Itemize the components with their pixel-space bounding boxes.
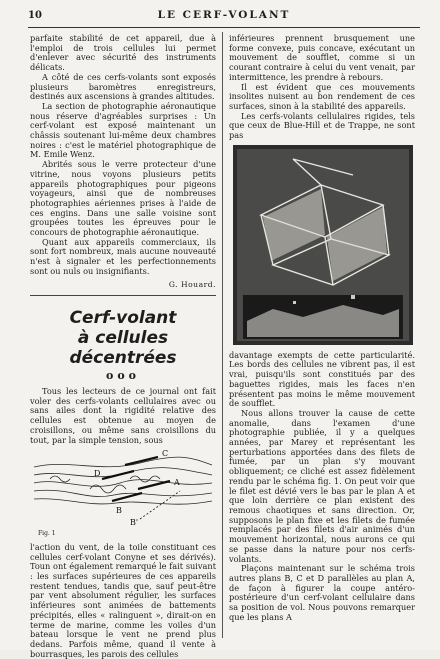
paragraph: Les cerfs-volants cellulaires rigides, tels que ceux de Blue-Hill et de Trappe, ne sont pas <box>229 110 415 141</box>
airflow-line <box>34 480 212 487</box>
paragraph: parfaite stabilité de cet appareil, due à l'emploi de trois cellules lui permet d'enlever avec sécurité des instruments délicats. <box>30 33 216 73</box>
airflow-line <box>34 499 212 504</box>
paragraph: Quant aux appareils commerciaux, ils sont fort nombreux, mais aucune nouveauté n'est à signaler et les perfectionnements sont ou nuls ou insignifiants. <box>30 236 216 276</box>
kite-photograph <box>233 145 413 345</box>
paragraph: Il est évident que ces mouvements insolites nuisent au bon rendement de ces surfaces, sinon à la stabilité des appareils. <box>229 81 415 111</box>
paragraph: inférieures prennent brusquement une forme convexe, puis concave, exécutant un mouvement de soufflet, comme si un courant contraire à celui du vent venait, par intermittence, les prendre à rebours. <box>229 33 415 82</box>
paragraph: l'action du vent, de la toile constituant ces cellules cerf-volant Conyne et ses dérivés). Toun ont également remarqué le fait suivant : les surfaces supérieures de ces appareils restent tendues, tandis que, sauf peut-être par vent absolument régulier, les surfaces inférieures sont animées de battements précipités, elles « ralinguent », dirait-on en terme de marine, comme les voiles d'un bateau lorsque le vent ne prend plus dedans. Parfois même, quand il vente à bourrasques, les parois des cellules <box>30 541 216 659</box>
paragraph: Tous les lecteurs de ce journal ont fait voler des cerfs-volants cellulaires avec ou sans ailes dont la rigidité relative des cellules est obtenue au moyen de croisillons, ou même sans croisillons du tout, par la simple tension, sous <box>30 385 216 445</box>
column-divider <box>222 32 223 638</box>
title-ornament: ooo <box>105 369 140 383</box>
right-column <box>229 34 415 622</box>
plane-d <box>102 471 134 479</box>
photo-speck <box>351 295 355 299</box>
label-d: D <box>94 469 101 479</box>
paragraph: davantage exempts de cette particularité. Les bords des cellules ne vibrent pas, il est vrai, puisqu'ils sont constitués par des baguettes rigides, mais les faces n'en présentent pas moins le même mouvement de soufflet. <box>229 349 415 409</box>
paragraph: Abrités sous le verre protecteur d'une vitrine, nous voyons plusieurs petits appareils photographiques pour pigeons voyageurs, ainsi que de nombreuses photographies aériennes prises à l'aide de ces engins. Dans une salle voisine sont groupées toutes les épreuves pour le concours de photographie aéronautique. <box>30 159 216 238</box>
plane-a <box>138 481 170 489</box>
header-rule <box>28 27 420 28</box>
journal-title: LE CERF-VOLANT <box>157 9 291 21</box>
turbulence-eddy <box>50 476 70 482</box>
paragraph: La section de photographie aéronautique nous réserve d'agréables surprises : Un cerf-volant est exposé maintenant un châssis soutenant lui-même deux chambres noires : c'est le matériel photographique de M. Emile Wenz. <box>30 100 216 160</box>
left-column <box>30 34 216 659</box>
label-c: C <box>162 449 169 459</box>
page-number: 10 <box>28 10 42 21</box>
author-signature: G. Houard. <box>168 279 216 289</box>
figure-caption: Fig. 1 <box>38 530 56 538</box>
airflow-line <box>34 490 212 496</box>
article-title-line1: Cerf-volant <box>69 308 177 329</box>
plane-c <box>125 457 158 465</box>
label-b-prime: B' <box>130 518 139 528</box>
smoke-stream-figure <box>30 449 216 529</box>
page-header <box>28 9 420 25</box>
label-b: B <box>116 506 122 516</box>
section-separator <box>30 295 216 296</box>
photo-speck <box>293 301 296 304</box>
paragraph: Nous allons trouver la cause de cette anomalie, dans l'examen d'une photographie publiée, il y a quelques années, par Marey et représentant les perturbations apportées dans des filets de fumée, par un plan s'y mouvant obliquement; ce cliché est assez fidèlement rendu par le schéma fig. 1. On peut voir que le filet est dévié vers le bas par le plan A et que loin derrière ce plan existent des remous chaotiques et sans direction. Or, supposons le plan fixe et les filets de fumée remplacés par des filets d'air animés d'un mouvement horizontal, nous aurons ce qui se passe dans la nature pour nos cerfs-volants. <box>229 407 415 564</box>
paragraph: Plaçons maintenant sur le schéma trois autres plans B, C et D parallèles au plan A, de façon à figurer la coupe antéro-postérieure d'un cerf-volant cellulaire dans sa position de vol. Nous pouvons remarquer que les plans A <box>229 563 415 622</box>
label-a: A <box>174 478 180 488</box>
paragraph: A côté de ces cerfs-volants sont exposés plusieurs baromètres enregistreurs, destinés aux ascensions à grandes altitudes. <box>30 71 216 102</box>
article-title-line2: à cellules décentrées <box>69 328 177 369</box>
airflow-line <box>34 468 212 477</box>
airflow-line <box>34 457 212 467</box>
